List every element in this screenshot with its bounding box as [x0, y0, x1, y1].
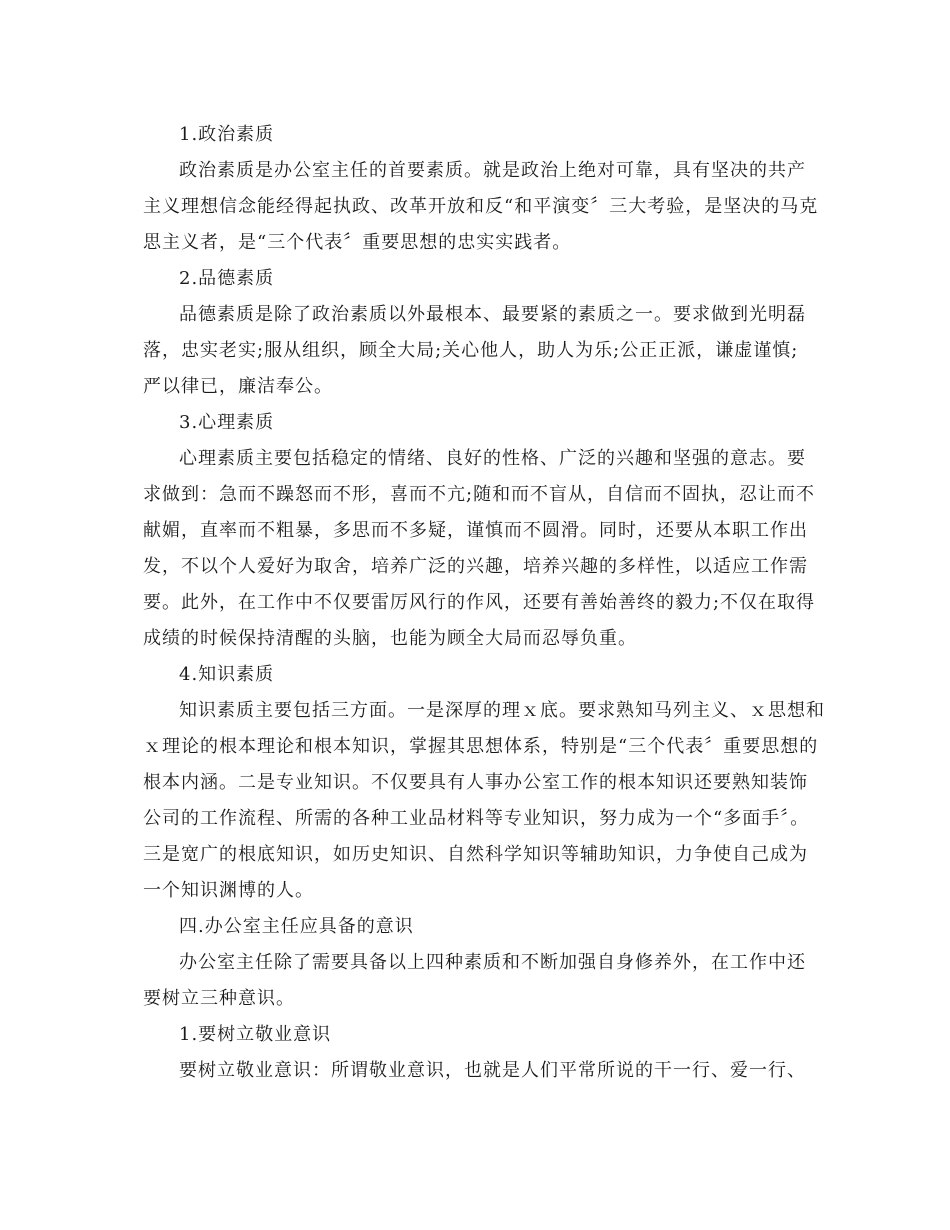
- paragraph-line: 思主义者，是“三个代表〞重要思想的忠实实践者。: [143, 232, 572, 253]
- paragraph-line: 发，不以个人爱好为取舍，培养广泛的兴趣，培养兴趣的多样性，以适应工作需: [143, 556, 808, 577]
- paragraph-line: 品德素质是除了政治素质以外最根本、最要紧的素质之一。要求做到光明磊: [179, 304, 806, 325]
- paragraph-line: 知识素质主要包括三方面。一是深厚的理ｘ底。要求熟知马列主义、ｘ思想和: [179, 700, 825, 721]
- paragraph-line: ｘ理论的根本理论和根本知识，掌握其思想体系，特别是“三个代表〞重要思想的: [143, 736, 819, 757]
- paragraph-line: 公司的工作流程、所需的各种工业品材料等专业知识，努力成为一个“多面手〞。: [143, 808, 810, 829]
- paragraph-line: 三是宽广的根底知识，如历史知识、自然科学知识等辅助知识，力争使自己成为: [143, 844, 808, 865]
- paragraph-line: 要。此外，在工作中不仅要雷厉风行的作风，还要有善始善终的毅力;不仅在取得: [143, 592, 816, 613]
- paragraph-line: 成绩的时候保持清醒的头脑，也能为顾全大局而忍辱负重。: [143, 628, 637, 649]
- paragraph-line: 要树立三种意识。: [143, 988, 295, 1009]
- paragraph-line: 政治素质是办公室主任的首要素质。就是政治上绝对可靠，具有坚决的共产: [179, 160, 806, 181]
- paragraph-line: 主义理想信念能经得起执政、改革开放和反“和平演变〞三大考验，是坚决的马克: [143, 196, 819, 217]
- paragraph-line: 严以律已，廉洁奉公。: [143, 376, 333, 397]
- section-heading: 4.知识素质: [179, 664, 275, 685]
- paragraph-line: 献媚，直率而不粗暴，多思而不多疑，谨慎而不圆滑。同时，还要从本职工作出: [143, 520, 808, 541]
- paragraph-line: 心理素质主要包括稳定的情绪、良好的性格、广泛的兴趣和坚强的意志。要: [179, 448, 806, 469]
- section-heading: 3.心理素质: [179, 412, 275, 433]
- section-heading: 1.要树立敬业意识: [179, 1024, 332, 1045]
- paragraph-line: 办公室主任除了需要具备以上四种素质和不断加强自身修养外，在工作中还: [179, 952, 806, 973]
- section-heading: 1.政治素质: [179, 124, 275, 145]
- document-page: [143, 117, 825, 1089]
- paragraph-line: 落，忠实老实;服从组织，顾全大局;关心他人，助人为乐;公正正派，谦虚谨慎;: [143, 340, 799, 361]
- paragraph-line: 根本内涵。二是专业知识。不仅要具有人事办公室工作的根本知识还要熟知装饰: [143, 772, 808, 793]
- paragraph-line: 一个知识渊博的人。: [143, 880, 314, 901]
- paragraph-line: 要树立敬业意识：所谓敬业意识，也就是人们平常所说的干一行、爱一行、: [179, 1060, 806, 1081]
- section-heading: 四.办公室主任应具备的意识: [179, 916, 414, 937]
- paragraph-line: 求做到：急而不躁怒而不形，喜而不亢;随和而不盲从，自信而不固执，忍让而不: [143, 484, 816, 505]
- section-heading: 2.品德素质: [179, 268, 275, 289]
